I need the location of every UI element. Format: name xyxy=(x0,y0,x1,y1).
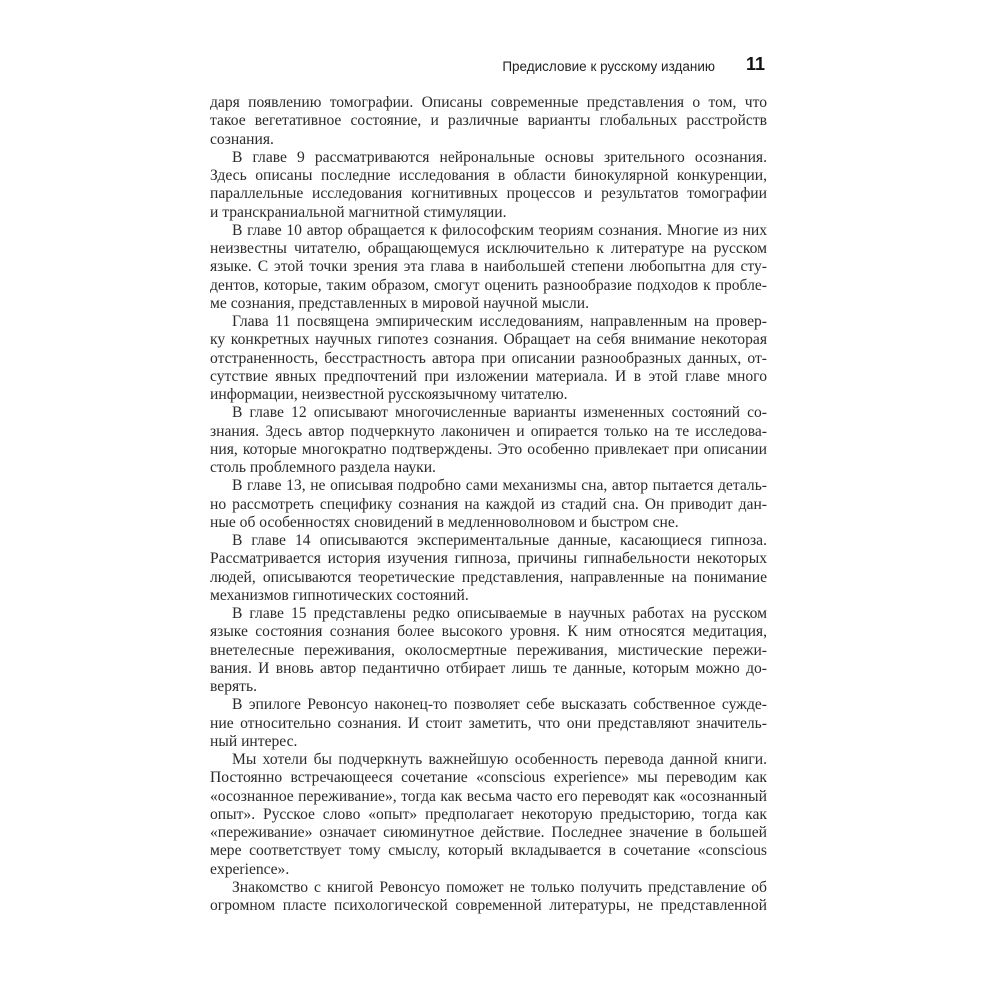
paragraph xyxy=(210,532,767,605)
text-line: механизмов гипнотических состояний. xyxy=(210,586,469,604)
text-line: Глава 11 посвящена эмпирическим исследованиям, направленным на провер- xyxy=(232,313,767,330)
text-line: знания. Здесь автор подчеркнуто лаконичен и опирается только на те исследова- xyxy=(210,422,767,440)
text-line: но рассмотреть специфику сознания на каждой из стадий сна. Он приводит дан- xyxy=(210,495,767,513)
paragraph xyxy=(210,477,767,532)
text-line: ные об особенностях сновидений в медленноволновом и быстром сне. xyxy=(210,513,679,531)
text-line: столь проблемного раздела науки. xyxy=(210,459,436,476)
text-line: «осознанное переживание», тогда как весьма часто его переводят как «осознанный xyxy=(210,787,767,805)
text-line: языке состояния сознания более высокого уровня. К ним относятся медитация, xyxy=(210,623,767,641)
text-line: В главе 13, не описывая подробно сами механизмы сна, автор пытается деталь- xyxy=(232,477,767,495)
text-line: неизвестны читателю, обращающемуся исключительно к литературе на русском xyxy=(210,240,767,257)
text-line: В главе 15 представлены редко описываемые в научных работах на русском xyxy=(232,605,767,622)
text-line: отстраненность, бесстрастность автора при описании разнообразных данных, от- xyxy=(210,349,767,367)
text-line: сутствие явных предпочтений при изложении материала. И в этой главе много xyxy=(210,367,767,385)
text-line: В главе 9 рассматриваются нейрональные основы зрительного осознания. xyxy=(232,148,767,166)
text-line: вания. И вновь автор педантично отбирает лишь те данные, которым можно до- xyxy=(210,659,767,677)
page-header xyxy=(210,54,767,78)
text-line: и транскраниальной магнитной стимуляции. xyxy=(210,203,507,221)
text-line: сознания. xyxy=(210,130,274,148)
paragraph xyxy=(210,751,767,879)
paragraph xyxy=(210,605,767,696)
paragraph xyxy=(210,149,767,222)
paragraph xyxy=(210,94,767,149)
text-line: информации, неизвестной русскоязычному читателю. xyxy=(210,386,568,403)
text-line: ме сознания, представленных в мировой научной мысли. xyxy=(210,294,590,312)
text-line: языке. С этой точки зрения эта глава в наибольшей степени любопытна для сту- xyxy=(210,258,767,276)
text-line: ку конкретных научных гипотез сознания. Обращает на себя внимание некоторая xyxy=(210,331,767,349)
text-line: дентов, которые, таким образом, смогут оценить разнообразие подходов к пробле- xyxy=(210,276,767,294)
text-line: В главе 12 описывают многочисленные варианты измененных состояний со- xyxy=(232,404,767,422)
text-line: Рассматривается история изучения гипноза, причины гипнабельности некоторых xyxy=(210,550,767,568)
text-line: ный интерес. xyxy=(210,732,298,750)
running-title: Предисловие к русскому изданию xyxy=(502,59,715,74)
text-line: Знакомство с книгой Ревонсуо поможет не только получить представление об xyxy=(232,878,767,896)
text-line: верять. xyxy=(210,678,257,695)
paragraph xyxy=(210,222,767,313)
text-line: мере соответствует тому смыслу, который вкладывается в сочетание «conscious xyxy=(210,842,767,860)
paragraph xyxy=(210,696,767,751)
text-line: ния, которые многократно подтверждены. Это особенно привлекает при описании xyxy=(210,440,767,458)
text-line: «переживание» означает сиюминутное действие. Последнее значение в большей xyxy=(210,824,767,841)
text-line: опыт». Русское слово «опыт» предполагает некоторую предысторию, тогда как xyxy=(210,805,767,823)
body-text xyxy=(210,94,767,915)
paragraph xyxy=(210,879,767,916)
text-line: Постоянно встречающееся сочетание «conscious experience» мы переводим как xyxy=(210,769,767,787)
text-line: людей, описываются теоретические представления, направленные на понимание xyxy=(210,568,767,586)
paragraph xyxy=(210,313,767,404)
text-line: даря появлению томографии. Описаны современные представления о том, что xyxy=(210,94,767,111)
text-line: В главе 10 автор обращается к философским теориям сознания. Многие из них xyxy=(232,221,767,239)
text-line: В главе 14 описываются экспериментальные данные, касающиеся гипноза. xyxy=(232,532,767,549)
text-line: такое вегетативное состояние, и различные варианты глобальных расстройств xyxy=(210,112,767,130)
text-line: внетелесные переживания, околосмертные переживания, мистические пережи- xyxy=(210,641,767,659)
paragraph xyxy=(210,404,767,477)
page-number: 11 xyxy=(745,54,765,74)
text-line: Здесь описаны последние исследования в области бинокулярной конкуренции, xyxy=(210,167,767,184)
text-line: experience». xyxy=(210,860,290,878)
text-line: параллельные исследования когнитивных процессов и результатов томографии xyxy=(210,185,767,203)
text-line: В эпилоге Ревонсуо наконец-то позволяет себе высказать собственное сужде- xyxy=(232,696,767,714)
text-line: ние относительно сознания. И стоит заметить, что они представляют значитель- xyxy=(210,714,767,732)
text-line: огромном пласте психологической современной литературы, не представленной xyxy=(210,897,767,914)
text-line: Мы хотели бы подчеркнуть важнейшую особенность перевода данной книги. xyxy=(232,751,767,768)
